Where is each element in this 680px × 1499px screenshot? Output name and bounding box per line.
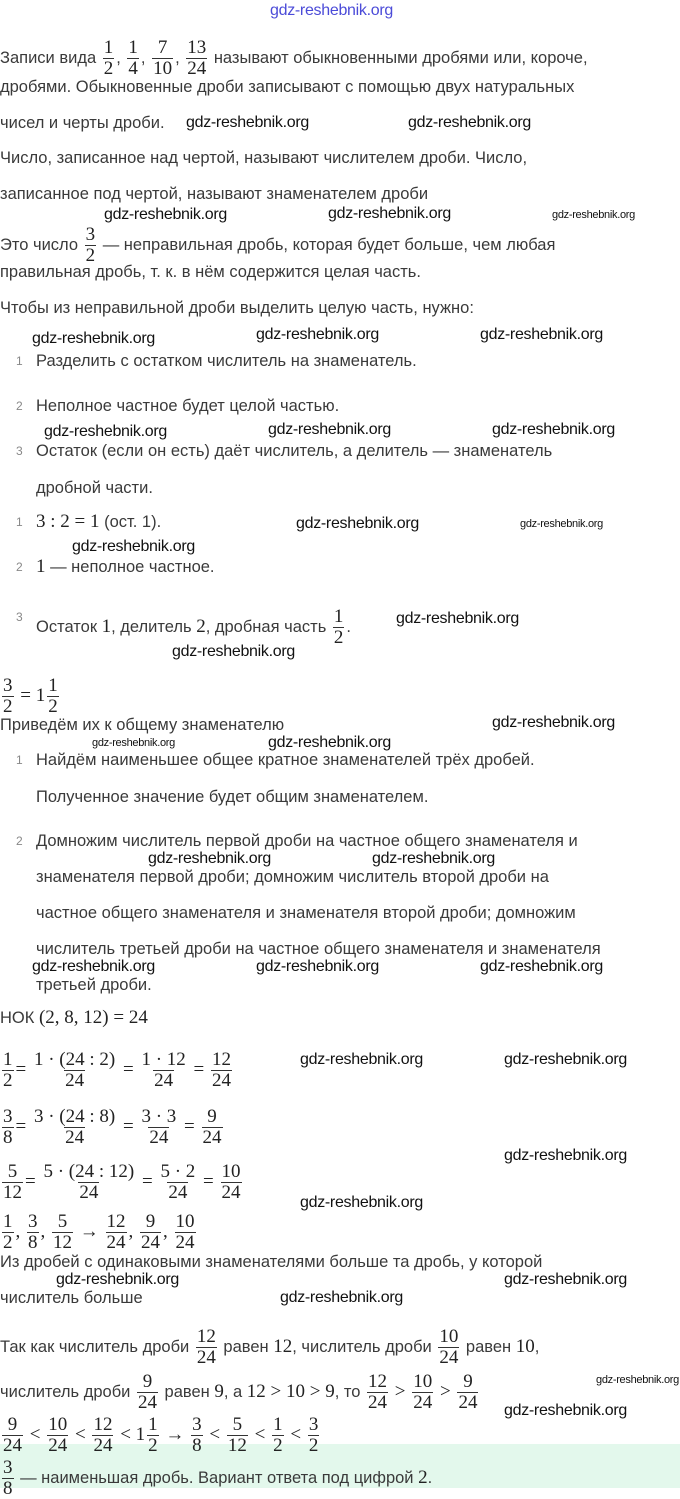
watermark: gdz-reshebnik.org [44,423,167,440]
numerator: 9 [145,1211,156,1232]
fraction [2,1415,23,1456]
numerator: 3 · (24 : 8) [33,1106,116,1127]
numerator: 12 [368,1371,388,1392]
denominator: 12 [53,1232,72,1253]
math-expression: → [160,1423,190,1445]
text-segment: . [427,1468,433,1487]
text-line [0,184,428,204]
text-segment: Домножим числитель первой дроби на частное общего знаменателя и [36,832,578,850]
watermark: gdz-reshebnik.org [104,206,227,223]
numerator: 1 [128,37,138,58]
list-item [36,512,161,532]
denominator: 2 [148,1435,158,1456]
math-expression: 3 : 2 = 1 [36,511,100,532]
numerator: 12 [212,1049,231,1070]
math-expression: > [390,1380,411,1402]
text-segment: , [534,1337,540,1356]
list-item [36,557,215,577]
list-item [36,606,351,648]
denominator: 24 [3,1435,22,1456]
denominator: 4 [128,58,138,79]
watermark: gdz-reshebnik.org [492,714,615,731]
numerator: 13 [187,37,207,58]
numerator: 3 [28,1211,38,1232]
numerator: 3 [3,1457,13,1478]
list-item-cont [36,975,152,995]
fraction [186,38,207,79]
fraction [2,676,14,717]
equation [0,1008,148,1028]
fraction [438,1327,459,1368]
watermark: gdz-reshebnik.org [596,1374,679,1386]
text-segment: . [346,617,351,636]
text-segment: Приведём их к общему знаменателю [0,716,285,734]
math-expression: , [128,1220,138,1242]
text-segment: Записи вида [0,48,101,67]
list-number: 2 [16,834,23,848]
math-expression: = [25,1170,41,1192]
denominator: 2 [3,1232,13,1253]
watermark: gdz-reshebnik.org [186,114,309,131]
math-expression: 10 [515,1335,535,1357]
math-expression: , [163,1220,173,1242]
math-expression: 9 [214,1380,224,1402]
text-segment: , делитель [111,617,197,636]
numerator: 5 [57,1211,68,1232]
fraction [308,1415,320,1456]
text-segment: частное общего знаменателя и знаменателя второй дроби; домножим [36,904,576,922]
denominator: 24 [137,1392,157,1413]
numerator: 5 [7,1161,18,1182]
denominator: 2 [3,1070,13,1091]
fraction [412,1372,433,1413]
denominator: 2 [85,245,96,266]
fraction [159,1162,196,1203]
text-segment: (ост. 1). [99,513,162,531]
fraction [272,1415,284,1456]
denominator: 24 [154,1070,174,1091]
numerator: 9 [142,1371,153,1392]
denominator: 12 [3,1182,22,1203]
list-item [36,351,417,371]
math-expression: 12 > 10 > 9 [246,1380,335,1402]
fraction [103,38,115,79]
math-expression: < [70,1423,91,1445]
numerator: 1 [273,1414,283,1435]
math-expression: > [435,1380,456,1402]
watermark: gdz-reshebnik.org [92,737,175,749]
watermark: gdz-reshebnik.org [328,205,451,222]
equation [0,675,61,717]
denominator: 24 [149,1127,169,1148]
watermark: gdz-reshebnik.org [480,958,603,975]
fraction [211,1050,232,1091]
fraction [85,225,97,266]
text-line [0,715,284,735]
fraction [196,1327,217,1368]
numerator: 10 [48,1414,68,1435]
watermark: gdz-reshebnik.org [72,538,195,555]
denominator: 24 [65,1127,85,1148]
text-segment: — наименьшая дробь. Вариант ответа под цифрой [15,1468,419,1487]
math-expression: = [137,1170,158,1192]
math-expression: = 1 [15,684,46,706]
denominator: 24 [413,1392,433,1413]
numerator: 1 [333,606,344,627]
watermark: gdz-reshebnik.org [504,1402,627,1419]
denominator: 24 [187,58,207,79]
text-segment: , числитель дроби [292,1337,437,1356]
text-segment: , [175,48,185,67]
fraction [2,1162,23,1203]
watermark: gdz-reshebnik.org [280,1289,403,1306]
math-expression: = [15,1058,31,1080]
watermark: gdz-reshebnik.org [300,1051,423,1068]
denominator: 24 [48,1435,68,1456]
text-segment: числитель больше [0,1289,143,1307]
numerator: 9 [7,1414,18,1435]
math-expression: < 1 [115,1423,146,1445]
text-line [0,1288,143,1308]
numerator: 7 [157,37,168,58]
fraction [52,1212,73,1253]
numerator: 1 [3,1211,13,1232]
fraction [127,38,139,79]
fraction [42,1162,135,1203]
numerator: 3 [85,224,96,245]
denominator: 24 [458,1392,478,1413]
text-segment: Разделить с остатком числитель на знаменатель. [36,352,417,370]
denominator: 12 [227,1435,247,1456]
fraction [457,1372,478,1413]
denominator: 24 [212,1070,231,1091]
fraction [106,1212,127,1253]
text-segment: Число, записанное над чертой, называют числителем дроби. Число, [0,149,528,167]
numerator: 3 [3,675,13,696]
denominator: 24 [439,1347,459,1368]
fraction [140,1107,177,1148]
watermark: gdz-reshebnik.org [256,958,379,975]
text-segment: , то [334,1382,366,1401]
denominator: 8 [3,1478,13,1499]
denominator: 24 [106,1232,126,1253]
fraction [47,676,59,717]
denominator: 2 [273,1435,283,1456]
fraction [221,1162,242,1203]
denominator: 2 [308,1435,319,1456]
fraction [333,607,345,648]
fraction [2,1050,14,1091]
fraction [147,1415,159,1456]
fraction [92,1415,113,1456]
watermark: gdz-reshebnik.org [268,421,391,438]
text-segment: называют обыкновенными дробями или, короче, [209,48,588,67]
numerator: 5 · (24 : 12) [43,1161,135,1182]
text-segment: Так как числитель дроби [0,1337,194,1356]
numerator: 9 [207,1106,217,1127]
watermark: gdz-reshebnik.org [296,515,419,532]
math-expression: = [198,1170,219,1192]
text-line [0,1252,542,1272]
denominator: 24 [168,1182,188,1203]
math-expression: (2, 8, 12) = 24 [38,1007,148,1028]
text-line [0,77,574,97]
math-expression: 2 [418,1466,428,1488]
watermark: gdz-reshebnik.org [172,643,295,660]
text-segment: Полученное значение будет общим знаменателем. [36,788,429,806]
text-line [0,224,556,266]
watermark: gdz-reshebnik.org [492,421,615,438]
numerator: 12 [196,1326,216,1347]
text-segment: Остаток [36,617,102,636]
text-segment: Остаток (если он есть) даёт числитель, а делитель — знаменатель [36,442,553,460]
watermark: gdz-reshebnik.org [408,114,531,131]
answer-text [0,1457,433,1499]
watermark: gdz-reshebnik.org [32,330,155,347]
numerator: 10 [439,1326,459,1347]
watermark: gdz-reshebnik.org [480,326,603,343]
numerator: 1 [103,37,114,58]
numerator: 3 · 3 [141,1106,177,1127]
text-line [0,148,527,168]
list-item [36,396,339,416]
math-expression: → [75,1220,104,1242]
list-item-cont [36,867,549,887]
numerator: 10 [413,1371,433,1392]
list-number: 2 [16,560,23,574]
watermark-link[interactable]: gdz-reshebnik.org [270,2,393,19]
math-expression: , [40,1220,50,1242]
fraction [2,1212,14,1253]
text-segment: НОК [0,1009,39,1027]
text-segment: дробями. Обыкновенные дроби записывают с помощью двух натуральных [0,78,575,96]
list-item-cont [36,903,576,923]
numerator: 3 [3,1106,13,1127]
fraction [33,1107,116,1148]
text-segment: правильная дробь, т. к. в нём содержится целая часть. [0,263,421,281]
denominator: 24 [79,1182,99,1203]
numerator: 1 · 12 [141,1049,186,1070]
numerator: 10 [175,1211,195,1232]
list-number: 1 [16,354,23,368]
text-line [0,298,474,318]
math-expression: 12 [273,1335,293,1357]
denominator: 24 [221,1182,241,1203]
text-segment: Это число [0,235,83,254]
denominator: 24 [65,1070,85,1091]
text-segment: знаменателя первой дроби; домножим числитель второй дроби на [36,868,549,886]
watermark: gdz-reshebnik.org [552,209,635,221]
math-expression: < [25,1423,46,1445]
list-item [36,831,578,851]
text-line [0,113,165,133]
text-segment: числитель дроби [0,1382,135,1401]
fraction [140,1212,161,1253]
list-number: 3 [16,610,23,624]
text-segment: равен [218,1337,274,1356]
math-expression: 2 [196,615,206,637]
fraction [27,1212,39,1253]
watermark: gdz-reshebnik.org [148,850,271,867]
math-expression: = [118,1058,139,1080]
math-expression: < [249,1423,271,1445]
equation [0,1049,234,1091]
equation [0,1161,244,1203]
numerator: 1 [3,1049,13,1070]
fraction [191,1415,203,1456]
text-segment: равен [159,1382,215,1401]
math-expression: 1 [36,556,46,577]
denominator: 10 [153,58,173,79]
numerator: 10 [221,1161,241,1182]
watermark: gdz-reshebnik.org [56,1271,179,1288]
denominator: 8 [3,1127,13,1148]
text-segment: Найдём наименьшее общее кратное знаменателей трёх дробей. [36,751,535,769]
watermark: gdz-reshebnik.org [504,1147,627,1164]
text-segment: чисел и черты дроби. [0,114,165,132]
list-number: 3 [16,444,23,458]
text-segment: , дробная часть [205,617,331,636]
fraction [2,1107,14,1148]
denominator: 2 [103,58,114,79]
watermark: gdz-reshebnik.org [300,1194,423,1211]
denominator: 8 [28,1232,38,1253]
math-expression: = [15,1115,31,1137]
watermark: gdz-reshebnik.org [520,518,603,530]
math-expression: 1 [101,615,112,637]
numerator: 5 [232,1414,243,1435]
text-line [0,1371,480,1413]
list-item-cont [36,478,153,498]
text-segment: Неполное частное будет целой частью. [36,397,340,415]
text-segment: Чтобы из неправильной дроби выделить целую часть, нужно: [0,299,474,317]
math-expression: = [188,1058,209,1080]
watermark: gdz-reshebnik.org [372,850,495,867]
fraction [227,1415,248,1456]
denominator: 24 [196,1347,216,1368]
denominator: 2 [48,696,58,717]
list-number: 1 [16,753,23,767]
fraction [152,38,173,79]
text-segment: дробной части. [36,479,153,497]
fraction [137,1372,158,1413]
text-segment: , [140,48,151,67]
watermark: gdz-reshebnik.org [504,1051,627,1068]
denominator: 8 [192,1435,202,1456]
denominator: 2 [3,696,13,717]
numerator: 12 [106,1211,126,1232]
fraction [140,1050,186,1091]
watermark: gdz-reshebnik.org [256,326,379,343]
denominator: 24 [202,1127,222,1148]
math-expression: = [179,1115,200,1137]
denominator: 2 [333,627,344,648]
list-item-cont [36,787,428,807]
fraction [367,1372,388,1413]
numerator: 5 · 2 [160,1161,196,1182]
text-line [0,37,588,79]
text-segment: — неполное частное. [45,558,215,576]
list-item [36,750,535,770]
math-expression: < [204,1423,225,1445]
text-segment: третьей дроби. [36,976,152,994]
text-line [0,262,421,282]
watermark: gdz-reshebnik.org [32,958,155,975]
numerator: 3 [192,1414,202,1435]
denominator: 24 [175,1232,195,1253]
numerator: 3 [308,1414,319,1435]
denominator: 24 [93,1435,113,1456]
text-segment: , [116,48,126,67]
text-line [0,1326,540,1368]
equation [0,1211,198,1253]
denominator: 24 [368,1392,388,1413]
fraction [47,1415,68,1456]
text-segment: Из дробей с одинаковыми знаменателями больше та дробь, у которой [0,1253,543,1271]
text-segment: равен [461,1337,516,1356]
list-item [36,441,552,461]
numerator: 1 [48,675,58,696]
fraction [33,1050,116,1091]
fraction [2,1458,14,1499]
equation [0,1106,225,1148]
denominator: 24 [141,1232,160,1253]
math-expression: , [15,1220,25,1242]
watermark: gdz-reshebnik.org [396,610,519,627]
equation [0,1414,321,1456]
list-item-cont [36,939,601,959]
numerator: 9 [463,1371,473,1392]
watermark: gdz-reshebnik.org [268,734,391,751]
watermark: gdz-reshebnik.org [504,1271,627,1288]
text-segment: — неправильная дробь, которая будет больше, чем любая [98,235,556,254]
text-segment: числитель третьей дроби на частное общего знаменателя и знаменателя [36,940,601,958]
numerator: 1 · (24 : 2) [33,1049,116,1070]
text-segment: , а [223,1382,247,1401]
fraction [202,1107,223,1148]
math-expression: = [118,1115,139,1137]
text-segment: записанное под чертой, называют знаменателем дроби [0,185,429,203]
numerator: 1 [148,1414,158,1435]
math-expression: < [285,1423,306,1445]
fraction [175,1212,196,1253]
numerator: 12 [93,1414,113,1435]
list-number: 1 [16,515,23,529]
list-number: 2 [16,399,23,413]
